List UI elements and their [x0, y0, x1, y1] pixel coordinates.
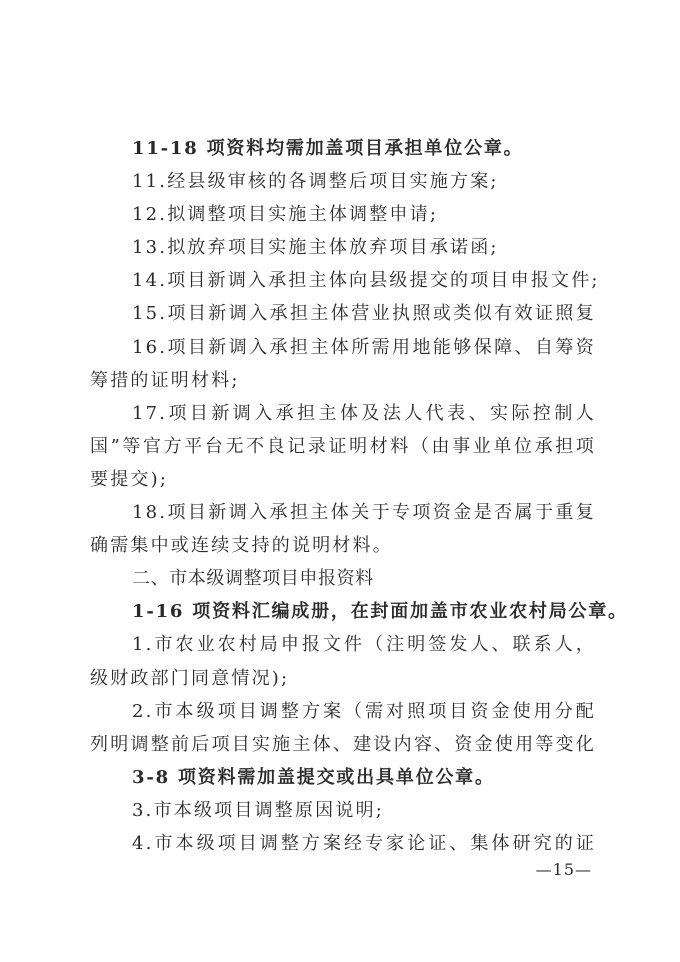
- text-line: 国”等官方平台无不良记录证明材料（由事业单位承担项: [90, 435, 596, 457]
- text-line: 3.市本级项目调整原因说明;: [132, 799, 385, 821]
- text-line: 17.项目新调入承担主体及法人代表、实际控制人: [132, 402, 596, 424]
- text-line: 确需集中或连续支持的说明材料。: [90, 535, 393, 557]
- text-line: 13.拟放弃项目实施主体放弃项目承诺函;: [132, 237, 499, 259]
- page-number: —15—: [535, 860, 592, 879]
- text-line: 12.拟调整项目实施主体调整申请;: [132, 204, 439, 226]
- text-line: 筹措的证明材料;: [90, 369, 240, 391]
- text-line: 列明调整前后项目实施主体、建设内容、资金使用等变化: [90, 733, 596, 755]
- text-line: 15.项目新调入承担主体营业执照或类似有效证照复: [132, 303, 596, 325]
- text-line: 11.经县级审核的各调整后项目实施方案;: [132, 171, 499, 193]
- text-line: 16.项目新调入承担主体所需用地能够保障、自筹资: [132, 336, 596, 358]
- bold-note: 1-16 项资料汇编成册，在封面加盖市农业农村局公章。: [132, 601, 628, 623]
- bold-note: 3-8 项资料需加盖提交或出具单位公章。: [132, 766, 495, 788]
- section-heading: 二、市本级调整项目申报资料: [132, 568, 374, 590]
- text-line: 4.市本级项目调整方案经专家论证、集体研究的证: [132, 832, 596, 854]
- text-line: 18.项目新调入承担主体关于专项资金是否属于重复: [132, 502, 596, 524]
- text-line: 2.市本级项目调整方案（需对照项目资金使用分配: [132, 700, 596, 722]
- text-line: 14.项目新调入承担主体向县级提交的项目申报文件;: [132, 270, 600, 292]
- text-line: 级财政部门同意情况);: [90, 667, 290, 689]
- text-line: 1.市农业农村局申报文件（注明签发人、联系人，: [132, 634, 596, 656]
- document-body: [90, 132, 628, 860]
- text-line: 要提交);: [90, 468, 169, 490]
- bold-note: 11-18 项资料均需加盖项目承担单位公章。: [132, 138, 524, 159]
